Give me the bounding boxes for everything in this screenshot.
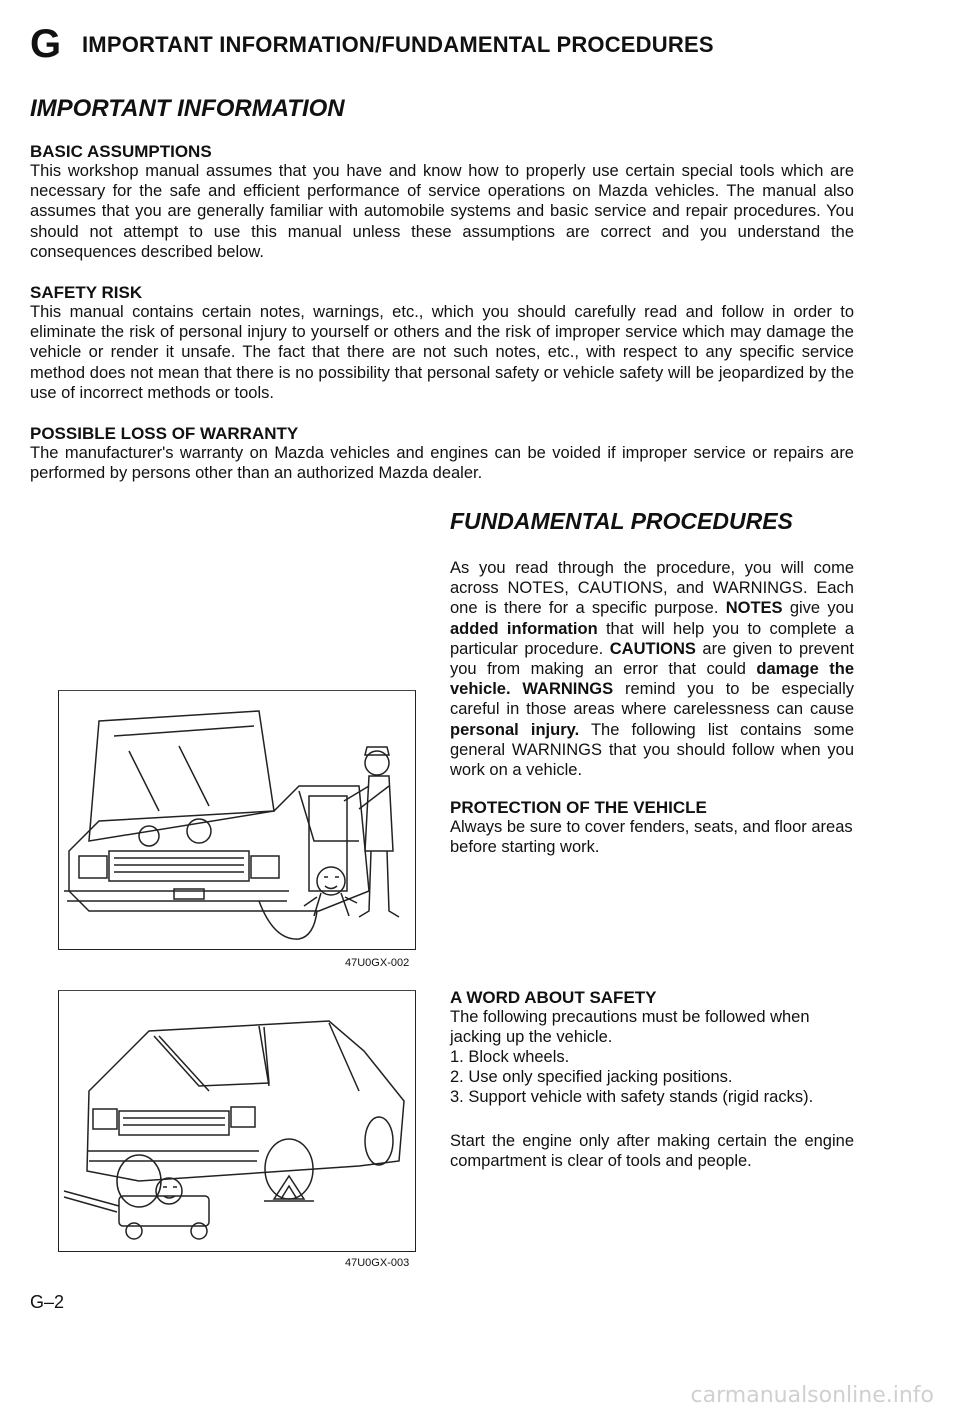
figure-jacking — [58, 990, 416, 1252]
page-header-title: IMPORTANT INFORMATION/FUNDAMENTAL PROCEDURES — [82, 32, 714, 57]
car-open-hood-illustration — [59, 691, 415, 949]
engine-start-text: Start the engine only after making certain the engine compartment is clear of tools and people. — [450, 1132, 854, 1171]
safety-risk-text: This manual contains certain notes, warnings, etc., which you should carefully read and follow in order to eliminate the risk of personal injury to yourself or others and the risk of improper service which may damage the vehicle or render it unsafe. The fact that there are not such notes, etc., with respect to any specific service method does not mean that there is no possibility that personal safety or vehicle safety will be jeopardized by the use of incorrect methods or tools. — [30, 303, 854, 402]
safety-risk-title: SAFETY RISK — [30, 283, 143, 302]
safety-intro-text: The following precautions must be followed when jacking up the vehicle. — [450, 1008, 810, 1047]
important-heading: IMPORTANT INFORMATION — [30, 95, 345, 122]
figure-2-caption: 47U0GX-003 — [345, 1257, 410, 1269]
list-item: 1. Block wheels. — [450, 1048, 570, 1066]
warranty-title: POSSIBLE LOSS OF WARRANTY — [30, 424, 299, 443]
protection-title: PROTECTION OF THE VEHICLE — [450, 798, 707, 817]
word-about-safety-title: A WORD ABOUT SAFETY — [450, 988, 657, 1007]
car-jacking-illustration — [59, 991, 415, 1251]
section-letter: G — [30, 22, 62, 66]
figure-1-caption: 47U0GX-002 — [345, 957, 410, 969]
warranty-text: The manufacturer's warranty on Mazda vehicles and engines can be voided if improper service or repairs are performed by persons other than an authorized Mazda dealer. — [30, 444, 854, 483]
list-item: 3. Support vehicle with safety stands (rigid racks). — [450, 1088, 814, 1107]
list-item: 2. Use only specified jacking positions. — [450, 1068, 733, 1087]
basic-assumptions-title: BASIC ASSUMPTIONS — [30, 142, 212, 161]
protection-text: Always be sure to cover fenders, seats, and floor areas before starting work. — [450, 818, 853, 857]
page-number: G–2 — [30, 1292, 65, 1312]
fundamental-heading: FUNDAMENTAL PROCEDURES — [450, 508, 793, 534]
figure-open-hood — [58, 690, 416, 950]
basic-assumptions-text: This workshop manual assumes that you have and know how to properly use certain special tools which are necessary for the safe and efficient performance of service operations on Mazda vehicles. The manual also assumes that you are generally familiar with automobile systems and basic service and repair procedures. You should not attempt to use this manual unless these assumptions are correct and you understand the consequences described below. — [30, 162, 854, 261]
watermark: carmanualsonline.info — [690, 1383, 934, 1408]
safety-list — [450, 1047, 860, 1108]
fundamental-intro: As you read through the procedure, you will come across NOTES, CAUTIONS, and WARNINGS. Each one is there for a specific purpose. NOTES give you added information that will help you to complete a particular procedure. CAUTIONS are given to prevent you from making an error that could damage the vehicle. WARNINGS remind you to be especially careful in those areas where carelessness can cause personal injury. The following list contains some general WARNINGS that you should follow when you work on a vehicle. — [450, 559, 855, 780]
